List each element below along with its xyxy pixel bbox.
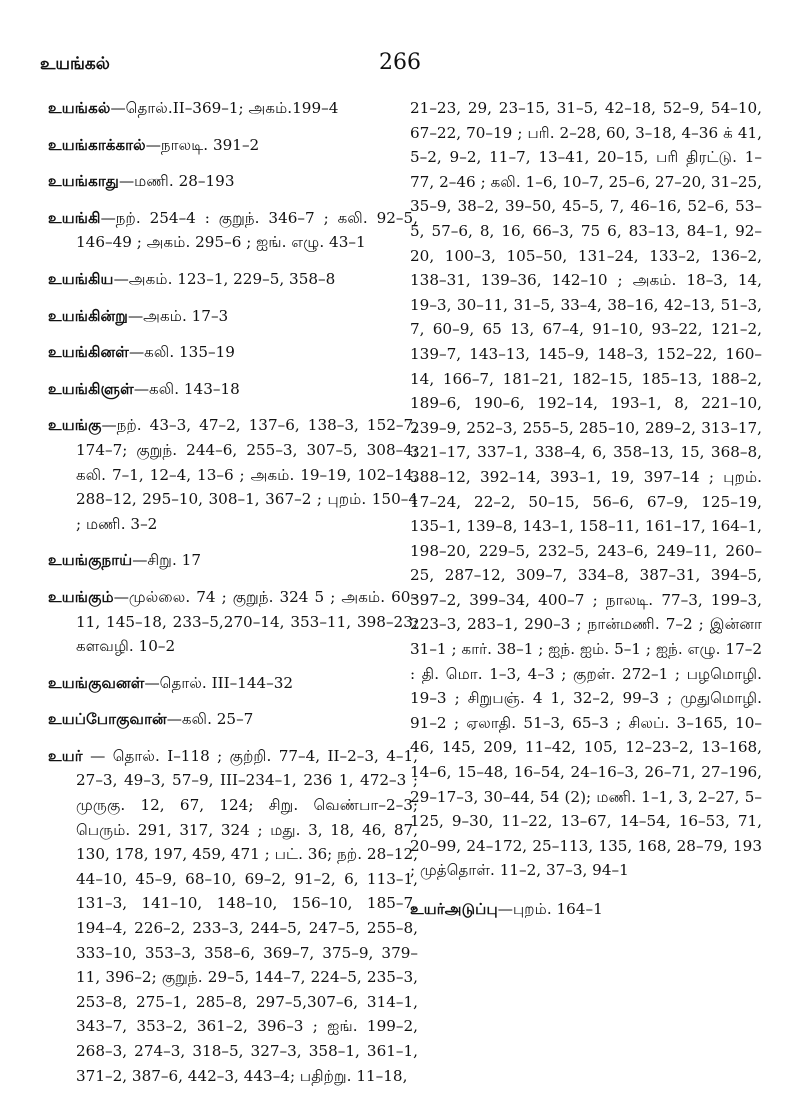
index-entry [48, 413, 418, 536]
entry-references: —கலி. 25–7 [166, 710, 254, 729]
index-entry [410, 897, 762, 922]
index-entry [48, 340, 418, 365]
index-entry [48, 206, 418, 255]
index-entry [48, 169, 418, 194]
entry-headword: உயங்குநாய் [48, 551, 133, 570]
index-entry [48, 96, 418, 121]
entry-references: —சிறு. 17 [132, 551, 201, 570]
entry-headword: உயங்கினள் [48, 343, 129, 362]
entry-headword: உயங்கு [48, 416, 102, 435]
entry-headword: உயப்போகுவான் [48, 710, 167, 729]
entry-references: —நாலடி. 391–2 [145, 135, 260, 154]
entry-references: —நற். 43–3, 47–2, 137–6, 138–3, 152–7, 174–7; குறுந். 244–6, 255–3, 307–5, 308–4; கலி. 7–1, 12–4, 13–6 ; அகம். 19–19, 102–14, 288–12, 295–10, 308–1, 367–2 ; புறம். 150–4 ; மணி. 3–2 [76, 416, 418, 533]
entry-headword: உயங்கி [48, 208, 101, 227]
index-entry [48, 304, 418, 329]
index-entry [48, 377, 418, 402]
entry-references: —கலி. 143–18 [133, 379, 240, 398]
index-entry [48, 585, 418, 659]
entry-headword: உயர்அடுப்பு [410, 900, 498, 918]
left-column [48, 96, 418, 1100]
continued-references: 21–23, 29, 23–15, 31–5, 42–18, 52–9, 54–10, 67–22, 70–19 ; பரி. 2–28, 60, 3–18, 4–36 க் 41, 5–2, 9–2, 11–7, 13–41, 20–15, பரி திரட்டு. 1–77, 2–46 ; கலி. 1–6, 10–7, 25–6, 27–20, 31–25, 35–9, 38–2, 39–50, 45–5, 7, 46–16, 52–6, 53–5, 57–6, 8, 16, 66–3, 75 6, 83–13, 84–1, 92–20, 100–3, 105–50, 131–24, 133–2, 136–2, 138–31, 139–36, 142–10 ; அகம். 18–3, 14, 19–3, 30–11, 31–5, 33–4, 38–16, 42–13, 51–3, 7, 60–9, 65 13, 67–4, 91–10, 93–22, 121–2, 139–7, 143–13, 145–9, 148–3, 152–22, 160–14, 166–7, 181–21, 182–15, 185–13, 188–2, 189–6, 190–6, 192–14, 193–1, 8, 221–10, 239–9, 252–3, 255–5, 285–10, 289–2, 313–17, 321–17, 337–1, 338–4, 6, 358–13, 15, 368–8, 388–12, 392–14, 393–1, 19, 397–14 ; புறம். 17–24, 22–2, 50–15, 56–6, 67–9, 125–19, 135–1, 139–8, 143–1, 158–11, 161–17, 164–1, 198–20, 229–5, 232–5, 243–6, 249–11, 260–25, 287–12, 309–7, 334–8, 387–31, 394–5, 397–2, 399–34, 400–7 ; நாலடி. 77–3, 199–3, 223–3, 283–1, 290–3 ; நான்மணி. 7–2 ; இன்னா 31–1 ; கார். 38–1 ; ஐந். ஐம். 5–1 ; ஐந். எழு. 17–2 : தி. மொ. 1–3, 4–3 ; குறள். 272–1 ; பழமொழி. 19–3 ; சிறுபஞ். 4 1, 32–2, 99–3 ; முதுமொழி. 91–2 ; ஏலாதி. 51–3, 65–3 ; சிலப். 3–165, 10–46, 145, 209, 11–42, 105, 12–23–2, 13–168, 14–6, 15–48, 16–54, 24–16–3, 26–71, 27–196, 29–17–3, 30–44, 54 (2); மணி. 1–1, 3, 2–27, 5–125, 9–30, 11–22, 13–67, 14–54, 16–53, 71, 20–99, 24–172, 25–113, 135, 168, 28–79, 193 ; முத்தொள். 11–2, 37–3, 94–1 [410, 99, 762, 880]
entry-references: —நற். 254–4 : குறுந். 346–7 ; கலி. 92–5, 146–49 ; அகம். 295–6 ; ஐங். எழு. 43–1 [76, 208, 418, 252]
entry-references: —தொல்.II–369–1; அகம்.199–4 [110, 99, 339, 117]
index-entry [48, 133, 418, 158]
entry-references: —கலி. 135–19 [128, 343, 235, 362]
entry-headword: உயங்கின்று [48, 306, 128, 325]
page-number: 266 [379, 50, 421, 75]
entry-headword: உயங்காக்கால் [48, 135, 146, 154]
entry-references: —அகம். 17–3 [127, 306, 229, 325]
entry-references: — தொல். I–118 ; குற்றி. 77–4, II–2–3, 4–1, 27–3, 49–3, 57–9, III–234–1, 236 1, 472–3 ; முருகு. 12, 67, 124; சிறு. வெண்பா–2–3; பெரும். 291, 317, 324 ; மது. 3, 18, 46, 87, 130, 178, 197, 459, 471 ; பட். 36; நற். 28–12, 44–10, 45–9, 68–10, 69–2, 91–2, 6, 113–1, 131–3, 141–10, 148–10, 156–10, 185–7, 194–4, 226–2, 233–3, 244–5, 247–5, 255–8, 333–10, 353–3, 358–6, 369–7, 375–9, 379–11, 396–2; குறுந். 29–5, 144–7, 224–5, 235–3, 253–8, 275–1, 285–8, 297–5,307–6, 314–1, 343–7, 353–2, 361–2, 396–3 ; ஐங். 199–2, 268–3, 274–3, 318–5, 327–3, 358–1, 361–1, 371–2, 387–6, 442–3, 443–4; பதிற்று. 11–18, [76, 746, 418, 1085]
index-entry [48, 707, 418, 732]
page-header [40, 50, 760, 80]
entry-headword: உயங்காது [48, 172, 119, 191]
entry-references: —முல்லை. 74 ; குறுந். 324 5 ; அகம். 60–11, 145–18, 233–5,270–14, 353–11, 398–23; களவழி. 10–2 [76, 587, 418, 656]
entry-references: —தொல். III–144–32 [144, 673, 294, 692]
index-entry [48, 744, 418, 1088]
index-entry [48, 267, 418, 292]
running-head-word: உயங்கல் [40, 54, 110, 74]
entry-headword: உயங்கிளுள் [48, 379, 134, 398]
entry-references: —அகம். 123–1, 229–5, 358–8 [113, 269, 336, 288]
entry-headword: உயங்கும் [48, 587, 114, 606]
entry-headword: உயங்குவனள் [48, 673, 145, 692]
index-entry [48, 548, 418, 573]
right-column [410, 96, 762, 934]
entry-headword: உயர் [48, 746, 83, 765]
entry-headword: உயங்கிய [48, 269, 114, 288]
entry-references: —புறம். 164–1 [497, 900, 603, 918]
index-entry [48, 671, 418, 696]
entry-references: —மணி. 28–193 [118, 172, 235, 191]
entry-headword: உயங்கல் [48, 99, 111, 117]
